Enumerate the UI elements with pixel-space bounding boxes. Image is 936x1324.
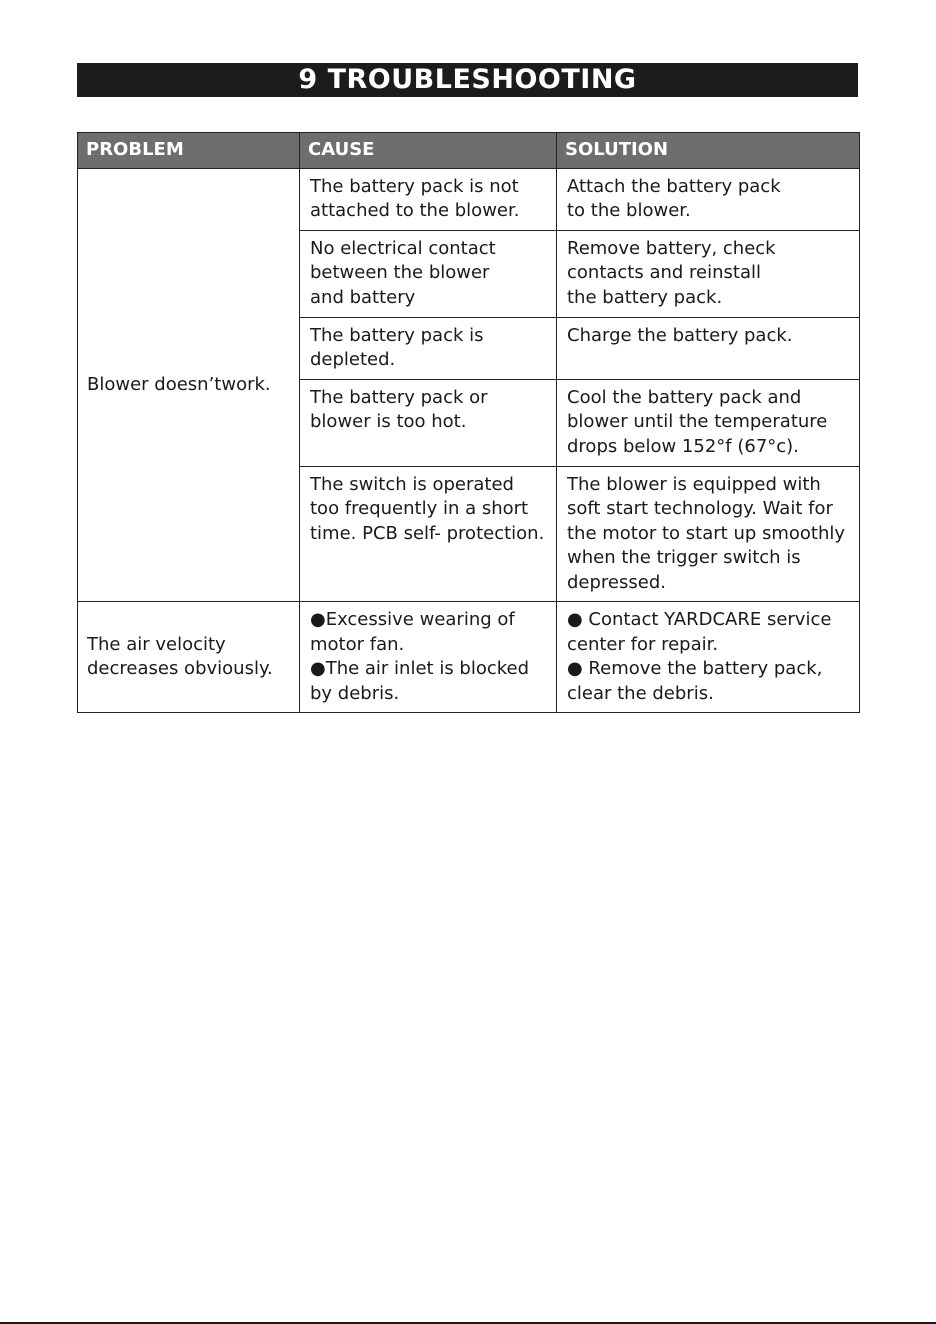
troubleshooting-table xyxy=(77,132,860,713)
cause-cell: The battery pack or blower is too hot. xyxy=(300,379,557,466)
solution-cell: Attach the battery pack to the blower. xyxy=(557,168,860,230)
solution-cell: The blower is equipped with soft start technology. Wait for the motor to start up smoothly when the trigger switch is depressed. xyxy=(557,466,860,602)
cause-cell: No electrical contact between the blower and battery xyxy=(300,230,557,317)
solution-cell: Cool the battery pack and blower until the temperature drops below 152°f (67°c). xyxy=(557,379,860,466)
section-title-bar xyxy=(77,63,858,97)
cause-cell: The switch is operated too frequently in a short time. PCB self- protection. xyxy=(300,466,557,602)
header-cause: CAUSE xyxy=(300,133,557,169)
table-row xyxy=(78,168,860,230)
header-solution: SOLUTION xyxy=(557,133,860,169)
cause-cell: The battery pack is not attached to the blower. xyxy=(300,168,557,230)
solution-cell: Remove battery, check contacts and reinstall the battery pack. xyxy=(557,230,860,317)
table-header-row xyxy=(78,133,860,169)
solution-cell: Charge the battery pack. xyxy=(557,317,860,379)
problem-cell: Blower doesn’twork. xyxy=(78,168,300,602)
problem-cell: The air velocity decreases obviously. xyxy=(78,602,300,713)
solution-cell: ● Contact YARDCARE service center for repair. ● Remove the battery pack, clear the debris. xyxy=(557,602,860,713)
header-problem: PROBLEM xyxy=(78,133,300,169)
table-row xyxy=(78,602,860,713)
cause-cell: ●Excessive wearing of motor fan. ●The air inlet is blocked by debris. xyxy=(300,602,557,713)
section-title: 9 TROUBLESHOOTING xyxy=(298,64,637,95)
cause-cell: The battery pack is depleted. xyxy=(300,317,557,379)
